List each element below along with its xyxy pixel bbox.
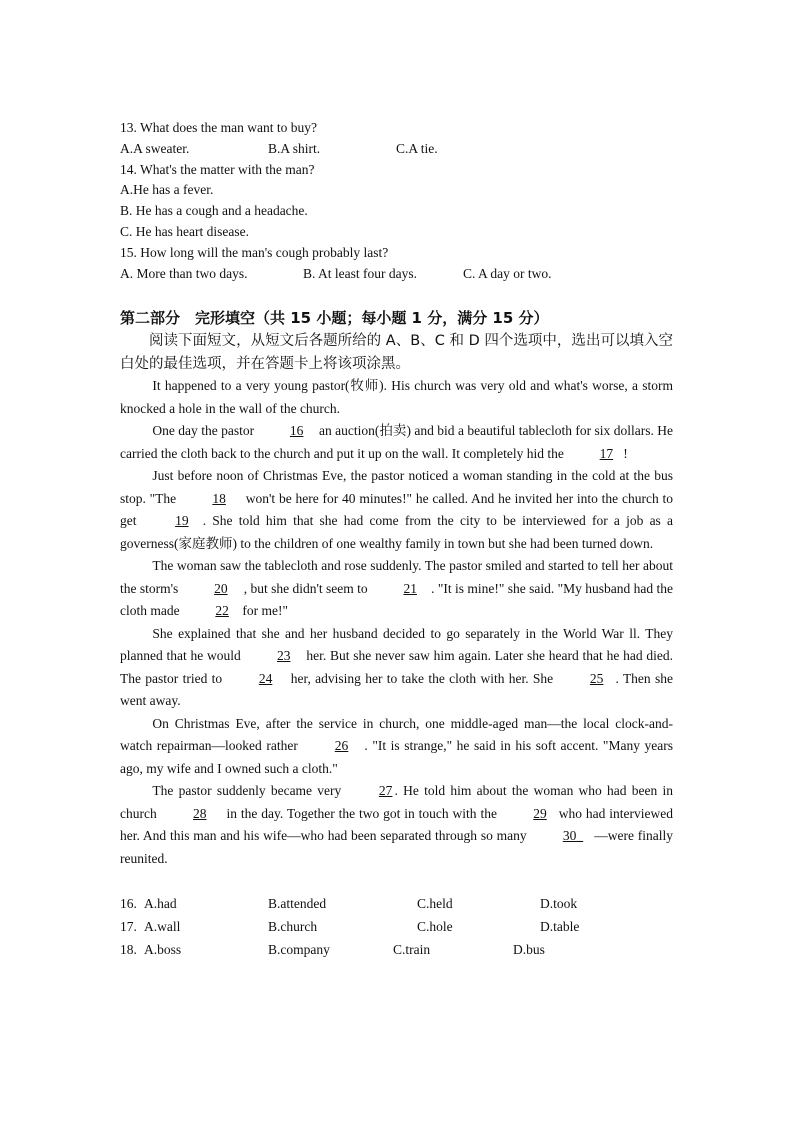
choice-c: C.train xyxy=(393,942,431,958)
paragraph-text: for me!" xyxy=(238,603,288,619)
option-b: B.A shirt. xyxy=(268,140,321,156)
cloze-passage xyxy=(120,375,673,870)
blank-17: 17 xyxy=(599,445,614,461)
choice-d: D.table xyxy=(540,919,580,935)
paragraph-text: her. But she never saw him again. Later she heard that he had died. The pastor tried to xyxy=(120,648,673,686)
paragraph-text: The pastor suddenly became very xyxy=(152,783,347,799)
choice-c: C.held xyxy=(417,896,453,912)
option-a: A. More than two days. xyxy=(120,265,248,281)
option-c: C. A day or two. xyxy=(463,265,552,281)
option-b: B. At least four days. xyxy=(303,265,417,281)
paragraph-4 xyxy=(120,555,673,623)
paragraph-text: an auction(拍卖) and bid a beautiful tablecloth for six dollars. He carried the cloth back to the church and put it up on the wall. It completely hid the xyxy=(120,423,673,461)
paragraph-text: won't be here for 40 minutes!" he called. And he invited her into the church to get xyxy=(120,490,673,529)
question-13-options xyxy=(120,139,673,160)
blank-23: 23 xyxy=(276,648,291,664)
blank-19: 19 xyxy=(175,513,189,529)
option-a: A.A sweater. xyxy=(120,140,190,156)
listening-questions xyxy=(120,118,673,284)
paragraph-text: who had interviewed her. And this man and his wife—who had been separated through so many xyxy=(120,805,673,844)
blank-24: 24 xyxy=(258,670,273,686)
choice-a: A.boss xyxy=(144,942,182,958)
choice-row-18 xyxy=(120,938,673,961)
blank-22: 22 xyxy=(215,603,229,619)
choice-row-16 xyxy=(120,892,673,915)
paragraph-text: her, advising her to take the cloth with her. She xyxy=(286,670,558,686)
blank-21: 21 xyxy=(403,580,417,596)
section-title: 第二部分 完形填空（共 15 小题；每小题 1 分，满分 15 分） xyxy=(120,309,549,328)
blank-20: 20 xyxy=(214,580,228,596)
blank-16: 16 xyxy=(289,423,304,439)
paragraph-text: ! xyxy=(623,445,628,461)
choice-b: B.company xyxy=(268,942,330,958)
blank-27: 27 xyxy=(378,783,393,799)
option-c: C. He has heart disease. xyxy=(120,223,249,239)
paragraph-3 xyxy=(120,465,673,555)
paragraph-text: She explained that she and her husband decided to go separately in the World War ll. They planned that he would xyxy=(120,625,673,664)
paragraph-text: It happened to a very young pastor(牧师). His church was very old and what's worse, a storm knocked a hole in the wall of the church. xyxy=(120,378,673,416)
choice-d: D.took xyxy=(540,896,578,912)
blank-26: 26 xyxy=(334,738,349,754)
blank-28: 28 xyxy=(193,805,207,821)
paragraph-text: Just before noon of Christmas Eve, the pastor noticed a woman standing in the cold at the bus stop. "The xyxy=(120,468,673,506)
paragraph-text: On Christmas Eve, after the service in church, one middle-aged man—the local clock-and-watch repairman—looked rather xyxy=(120,715,673,754)
paragraph-2 xyxy=(120,420,673,465)
paragraph-text: . "It is strange," he said in his soft accent. "Many years ago, my wife and I owned such a cloth." xyxy=(120,738,673,776)
paragraph-6 xyxy=(120,713,673,781)
question-13: 13. What does the man want to buy? xyxy=(120,120,317,135)
question-15-options xyxy=(120,264,673,285)
option-b: B. He has a cough and a headache. xyxy=(120,203,308,219)
option-c: C.A tie. xyxy=(396,140,438,156)
section-instruction: 阅读下面短文，从短文后各题所给的 A、B、C 和 D 四个选项中，选出可以填入空白处的最佳选项，并在答题卡上将该项涂黑。 xyxy=(120,333,673,372)
paragraph-text: , but she didn't seem to xyxy=(243,580,372,596)
blank-18: 18 xyxy=(212,490,226,506)
question-14: 14. What's the matter with the man? xyxy=(120,161,315,177)
blank-25: 25 xyxy=(589,670,604,686)
choice-number: 16. xyxy=(120,896,137,912)
blank-29: 29 xyxy=(533,805,547,821)
question-15: 15. How long will the man's cough probably last? xyxy=(120,244,389,260)
choice-number: 17. xyxy=(120,919,137,935)
paragraph-text: in the day. Together the two got in touch with the xyxy=(222,805,501,821)
paragraph-text: . Then she went away. xyxy=(120,670,673,709)
option-a: A.He has a fever. xyxy=(120,182,214,198)
paragraph-7 xyxy=(120,780,673,870)
paragraph-text: . "It is mine!" she said. "My husband had the cloth made xyxy=(120,580,674,619)
choice-a: A.wall xyxy=(144,919,181,935)
paragraph-1 xyxy=(120,375,673,420)
answer-choices xyxy=(120,892,673,961)
choice-b: B.church xyxy=(268,919,318,935)
choice-d: D.bus xyxy=(513,942,545,958)
paragraph-5 xyxy=(120,623,673,713)
choice-row-17 xyxy=(120,915,673,938)
blank-30: 30_ xyxy=(562,828,584,844)
paragraph-text: —were finally reunited. xyxy=(120,828,674,866)
choice-c: C.hole xyxy=(417,919,453,935)
paragraph-text: . He told him about the woman who had been in church xyxy=(120,783,673,821)
paragraph-text: The woman saw the tablecloth and rose suddenly. The pastor smiled and started to tell her about the storm's xyxy=(120,558,673,596)
choice-b: B.attended xyxy=(268,896,327,912)
paragraph-text: One day the pastor xyxy=(152,423,258,439)
paragraph-text: . She told him that she had come from the city to be interviewed for a job as a governess(家庭教师) to the children of one wealthy family in town but she had been turned down. xyxy=(120,513,673,551)
choice-a: A.had xyxy=(144,896,177,912)
choice-number: 18. xyxy=(120,942,137,958)
exam-page xyxy=(120,118,673,961)
